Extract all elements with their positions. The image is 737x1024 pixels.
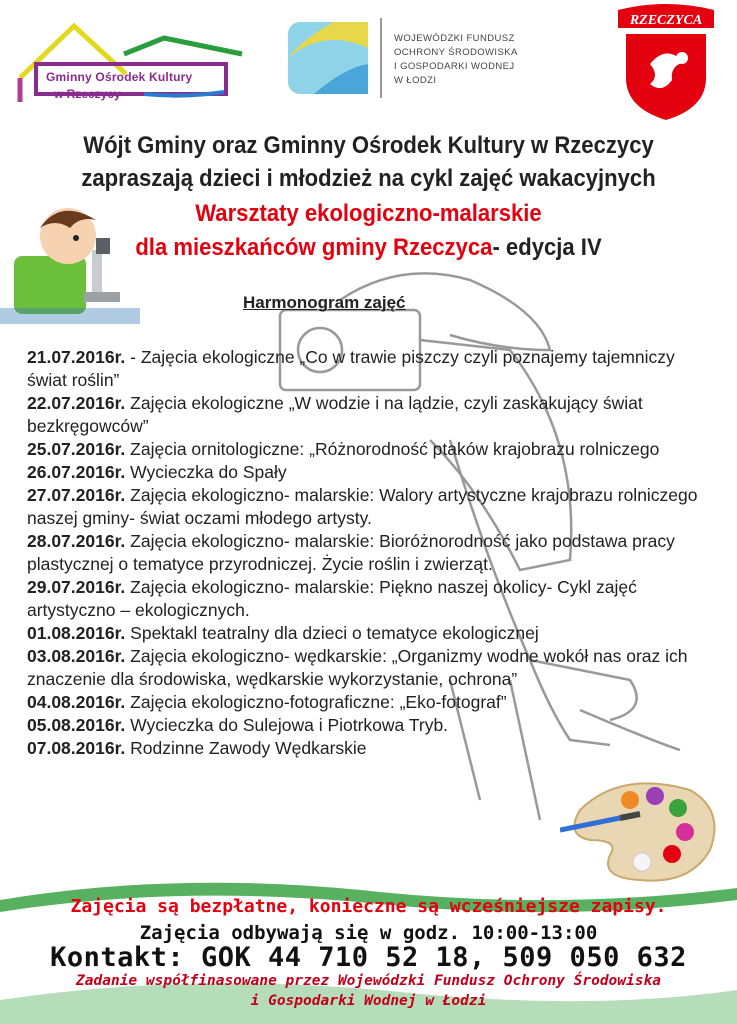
schedule-item	[27, 438, 717, 461]
schedule-text: Zajęcia ekologiczno- malarskie: Bioróżnorodność jako podstawa pracy plastycznej o tematyce przyrodniczej. Życie roślin i zwierząt.	[27, 531, 675, 574]
schedule-date: 28.07.2016r.	[27, 531, 126, 551]
gok-logo-name: Gminny Ośrodek Kultury	[46, 70, 193, 84]
gok-logo-place: w Rzeczycy	[54, 87, 121, 101]
schedule-text: Zajęcia ekologiczno-fotograficzne: „Eko-fotograf”	[125, 692, 507, 712]
schedule-date: 29.07.2016r.	[27, 577, 126, 597]
free-registration-notice: Zajęcia są bezpłatne, konieczne są wcześniejsze zapisy.	[70, 896, 667, 917]
crest-banner-text: RZECZYCA	[629, 13, 703, 28]
schedule-date: 05.08.2016r.	[27, 715, 126, 735]
schedule-text: Spektakl teatralny dla dzieci o tematyce ekologicznej	[125, 623, 539, 643]
gok-house-roofs	[14, 14, 244, 104]
schedule-text: Zajęcia ekologiczno- malarskie: Walory artystyczne krajobrazu rolniczego naszej gminy- świat oczami młodego artysty.	[27, 485, 698, 528]
schedule-text: Wycieczka do Spały	[125, 462, 287, 482]
schedule-item	[27, 622, 717, 645]
schedule-title: Harmonogram zajęć	[243, 293, 406, 312]
schedule-text: Zajęcia ekologiczno- malarskie: Piękno naszej okolicy- Cykl zajęć artystyczno – ekologicznych.	[27, 577, 637, 620]
schedule-item	[27, 714, 717, 737]
schedule-item	[27, 576, 717, 622]
heading-audience: dla mieszkańców gminy Rzeczyca	[135, 234, 493, 261]
schedule-date: 01.08.2016r.	[27, 623, 126, 643]
schedule-list	[27, 346, 717, 760]
heading-line-invitation: zapraszają dzieci i młodzież na cykl zajęć wakacyjnych	[81, 165, 656, 192]
schedule-text: Zajęcia ekologiczno- wędkarskie: „Organizmy wodne wokół nas oraz ich znaczenie dla środowiska, wędkarskie wykorzystanie, ochrona”	[27, 646, 688, 689]
schedule-item	[27, 645, 717, 691]
schedule-text: - Zajęcia ekologiczne „Co w trawie piszczy czyli poznajemy tajemniczy świat roślin”	[27, 347, 675, 390]
wfos-divider	[380, 18, 382, 98]
wfos-logo-text: WOJEWÓDZKI FUNDUSZ OCHRONY ŚRODOWISKA I GOSPODARKI WODNEJ W ŁODZI	[394, 33, 518, 86]
cofunding-line-2: i Gospodarki Wodnej w Łodzi	[250, 993, 487, 1009]
schedule-item	[27, 737, 717, 760]
schedule-date: 27.07.2016r.	[27, 485, 126, 505]
wfos-logo-mark	[284, 18, 384, 98]
schedule-date: 26.07.2016r.	[27, 462, 126, 482]
heading-line-edition	[29, 234, 707, 262]
schedule-item	[27, 530, 717, 576]
heading-line-organizers: Wójt Gminy oraz Gminny Ośrodek Kultury w Rzeczycy	[83, 132, 654, 159]
cofunding-line-1: Zadanie współfinasowane przez Wojewódzki Fundusz Ochrony Środowiska	[76, 973, 661, 989]
wfos-logo	[284, 18, 544, 98]
gok-logo	[14, 14, 244, 104]
schedule-date: 07.08.2016r.	[27, 738, 126, 758]
schedule-date: 22.07.2016r.	[27, 393, 126, 413]
schedule-item	[27, 346, 717, 392]
schedule-text: Zajęcia ekologiczne „W wodzie i na lądzie, czyli zaskakujący świat bezkręgowców”	[27, 393, 643, 436]
schedule-item	[27, 691, 717, 714]
heading-edition: - edycja IV	[492, 234, 602, 261]
heading-line-workshop-title: Warsztaty ekologiczno-malarskie	[195, 200, 542, 227]
schedule-date: 03.08.2016r.	[27, 646, 126, 666]
schedule-text: Wycieczka do Sulejowa i Piotrkowa Tryb.	[125, 715, 449, 735]
contact-phones: Kontakt: GOK 44 710 52 18, 509 050 632	[50, 942, 687, 973]
schedule-text: Zajęcia ornitologiczne: „Różnorodność ptaków krajobrazu rolniczego	[125, 439, 660, 459]
schedule-date: 04.08.2016r.	[27, 692, 126, 712]
rzeczyca-crest	[610, 4, 722, 122]
schedule-item	[27, 484, 717, 530]
schedule-text: Rodzinne Zawody Wędkarskie	[125, 738, 367, 758]
schedule-date: 21.07.2016r.	[27, 347, 126, 367]
schedule-item	[27, 392, 717, 438]
schedule-date: 25.07.2016r.	[27, 439, 126, 459]
schedule-item	[27, 461, 717, 484]
class-hours: Zajęcia odbywają się w godz. 10:00-13:00	[139, 922, 598, 944]
